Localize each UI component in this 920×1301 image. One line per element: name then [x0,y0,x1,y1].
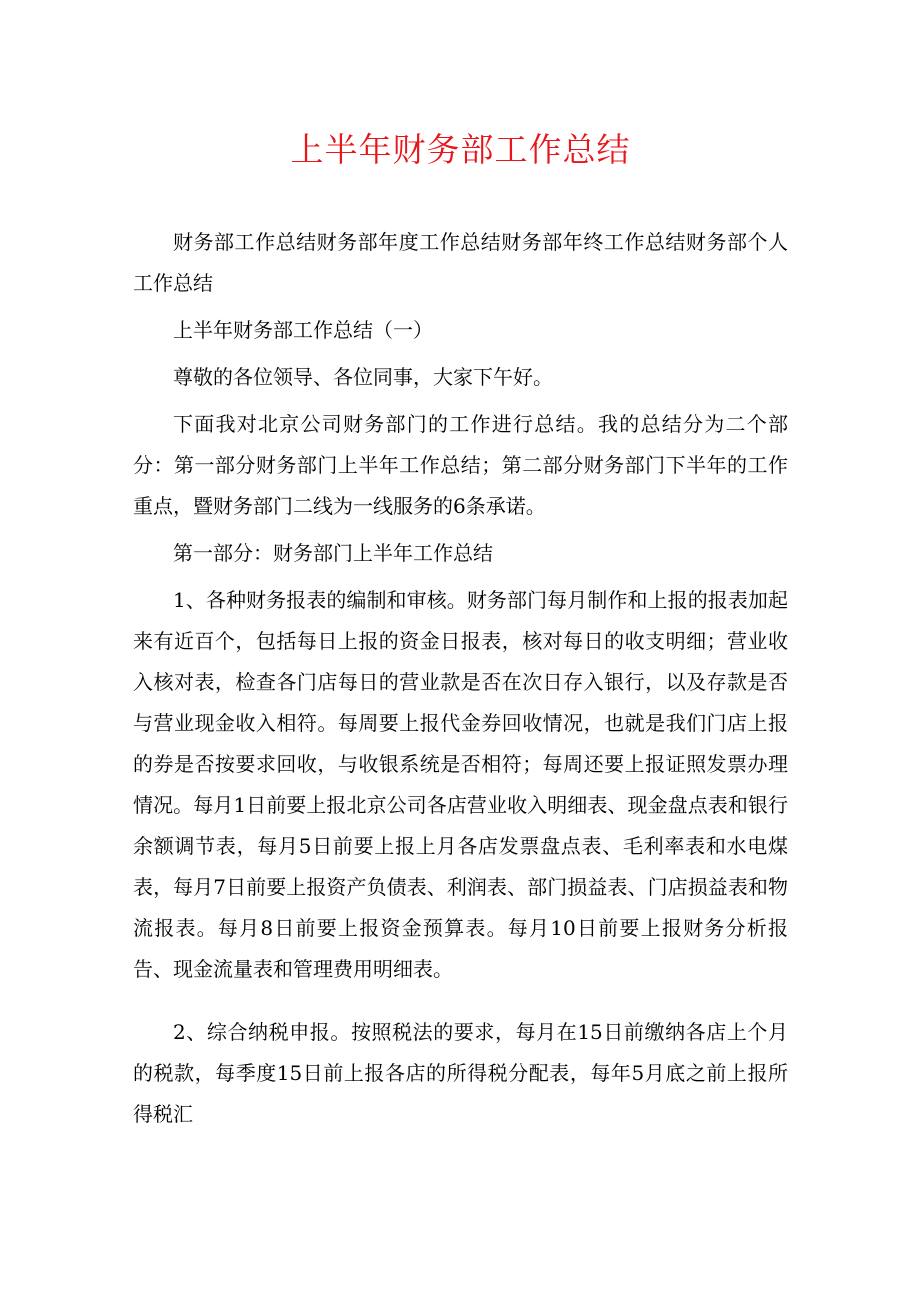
paragraph-keywords: 财务部工作总结财务部年度工作总结财务部年终工作总结财务部个人工作总结 [133,230,788,295]
document-title: 上半年财务部工作总结 [290,130,631,169]
paragraph-intro: 下面我对北京公司财务部门的工作进行总结。我的总结分为二个部分：第一部分财务部门上半年工作总结；第二部分财务部门下半年的工作重点，暨财务部门二线为一线服务的6条承诺。 [133,412,788,518]
paragraph-section-heading: 第一部分：财务部门上半年工作总结 [173,541,493,565]
paragraph-item-1: 1、各种财务报表的编制和审核。财务部门每月制作和上报的报表加起来有近百个，包括每日上报的资金日报表，核对每日的收支明细；营业收入核对表，检查各门店每日的营业款是否在次日存入银行，以及存款是否与营业现金收入相符。每周要上报代金券回收情况，也就是我们门店上报的券是否按要求回收，与收银系统是否相符；每周还要上报证照发票办理情况。每月1日前要上报北京公司各店营业收入明细表、现金盘点表和银行余额调节表，每月5日前要上报上月各店发票盘点表、毛利率表和水电煤表，每月7日前要上报资产负债表、利润表、部门损益表、门店损益表和物流报表。每月8日前要上报资金预算表。每月10日前要上报财务分析报告、现金流量表和管理费用明细表。 [133,588,788,981]
document-body [133,222,788,1135]
paragraph-item-2: 2、综合纳税申报。按照税法的要求，每月在15日前缴纳各店上个月的税款，每季度15日前上报各店的所得税分配表，每年5月底之前上报所得税汇 [133,1020,788,1126]
paragraph-subtitle: 上半年财务部工作总结（一） [173,318,433,342]
paragraph-greeting: 尊敬的各位领导、各位同事，大家下午好。 [173,365,553,389]
